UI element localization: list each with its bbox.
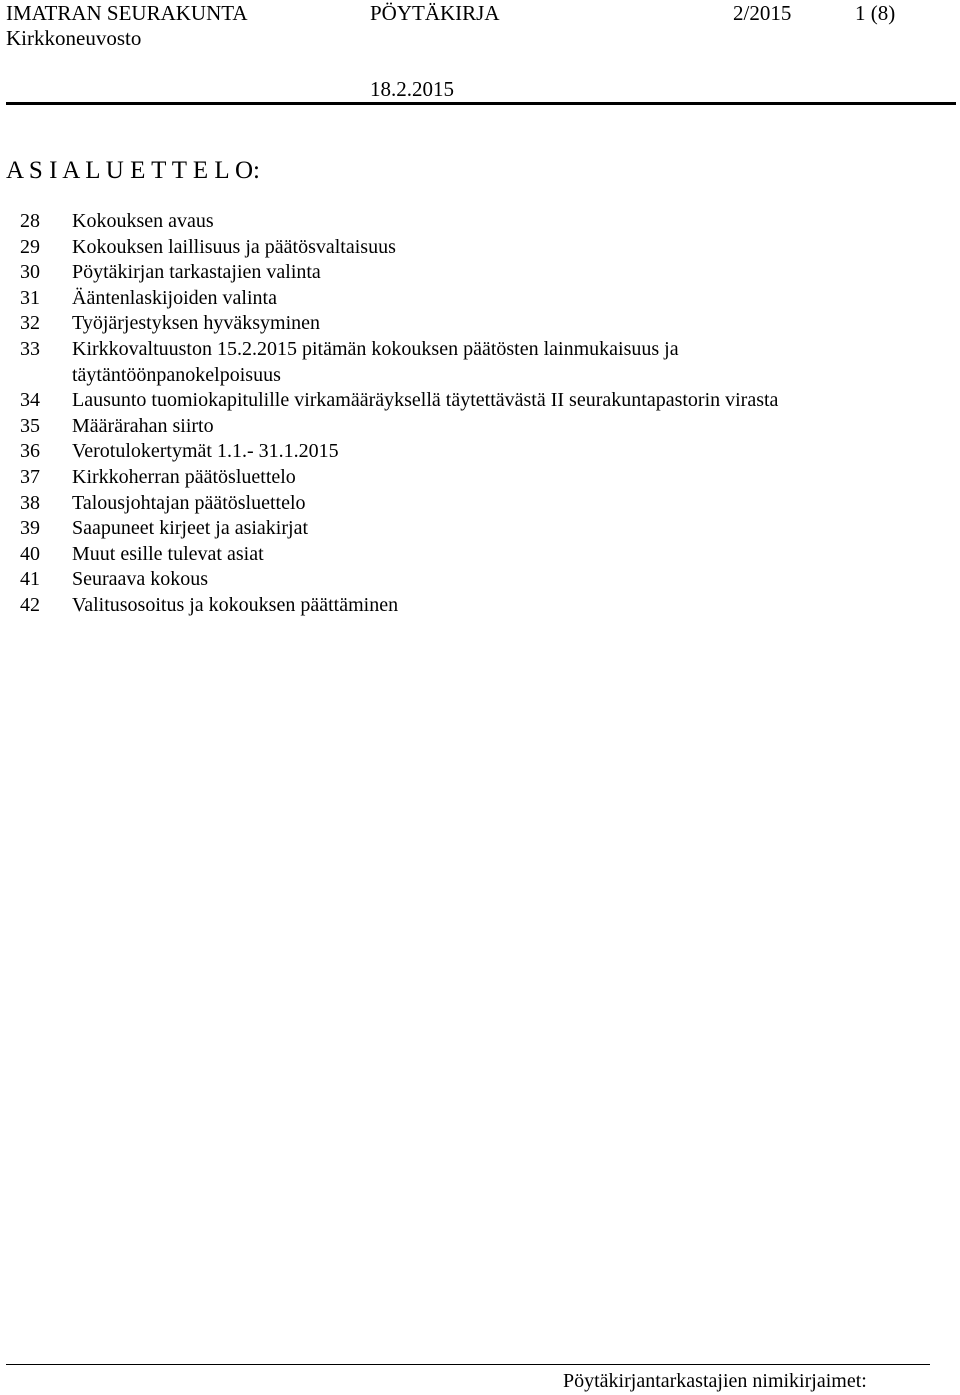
item-number: 31 [20, 286, 40, 309]
agenda-item [0, 542, 960, 568]
agenda-item [0, 491, 960, 517]
signature-label: Pöytäkirjantarkastajien nimikirjaimet: [563, 1370, 867, 1392]
item-number: 39 [20, 517, 40, 540]
item-number: 41 [20, 568, 40, 591]
item-text: Kokouksen avaus [72, 210, 214, 232]
agenda-item [0, 439, 960, 465]
item-text: Kirkkovaltuuston 15.2.2015 pitämän kokouksen päätösten lainmukaisuus ja täytäntöönpanokelpoisuus [72, 337, 679, 386]
item-text: Lausunto tuomiokapitulille virkamääräyksellä täytettävästä II seurakuntapastorin virasta [72, 389, 779, 412]
governing-body: Kirkkoneuvosto [6, 26, 142, 50]
item-number: 40 [20, 542, 40, 565]
agenda-item [0, 593, 960, 619]
organization-name: IMATRAN SEURAKUNTA [6, 1, 248, 25]
item-number: 32 [20, 312, 40, 335]
item-number: 34 [20, 389, 40, 412]
agenda-item [0, 414, 960, 440]
agenda-item [0, 209, 960, 235]
document-type: PÖYTÄKIRJA [370, 1, 500, 25]
item-number: 29 [20, 235, 40, 258]
item-text: Kokouksen laillisuus ja päätösvaltaisuus [72, 235, 396, 258]
agenda-title: A S I A L U E T T E L O: [6, 157, 260, 184]
agenda-item [0, 388, 960, 414]
page-info: 1 (8) [855, 1, 896, 25]
agenda-item [0, 286, 960, 312]
item-text: Työjärjestyksen hyväksyminen [72, 312, 320, 335]
item-text: Määrärahan siirto [72, 414, 214, 437]
meeting-date: 18.2.2015 [370, 77, 454, 101]
agenda-item [0, 311, 960, 337]
item-number: 35 [20, 414, 40, 437]
item-text: Pöytäkirjan tarkastajien valinta [72, 261, 321, 284]
item-number: 42 [20, 593, 40, 616]
agenda-item [0, 235, 960, 261]
agenda-item [0, 516, 960, 542]
item-text: Verotulokertymät 1.1.- 31.1.2015 [72, 440, 339, 463]
item-number: 28 [20, 210, 40, 232]
item-number: 30 [20, 261, 40, 284]
item-number: 37 [20, 465, 40, 488]
agenda-item [0, 337, 960, 388]
item-text: Kirkkoherran päätösluettelo [72, 465, 296, 488]
item-text: Ääntenlaskijoiden valinta [72, 286, 277, 309]
agenda-item [0, 465, 960, 491]
item-text: Saapuneet kirjeet ja asiakirjat [72, 517, 309, 540]
item-text: Valitusosoitus ja kokouksen päättäminen [72, 593, 399, 616]
item-number: 38 [20, 491, 40, 514]
item-text: Talousjohtajan päätösluettelo [72, 491, 306, 514]
signature-line [6, 1364, 930, 1365]
item-number: 33 [20, 337, 40, 360]
item-text: Seuraava kokous [72, 568, 209, 591]
item-text: Muut esille tulevat asiat [72, 542, 264, 565]
document-number: 2/2015 [733, 1, 792, 25]
item-number: 36 [20, 440, 40, 463]
agenda-list [0, 209, 960, 619]
header-divider [6, 102, 956, 105]
agenda-item [0, 260, 960, 286]
agenda-item [0, 567, 960, 593]
